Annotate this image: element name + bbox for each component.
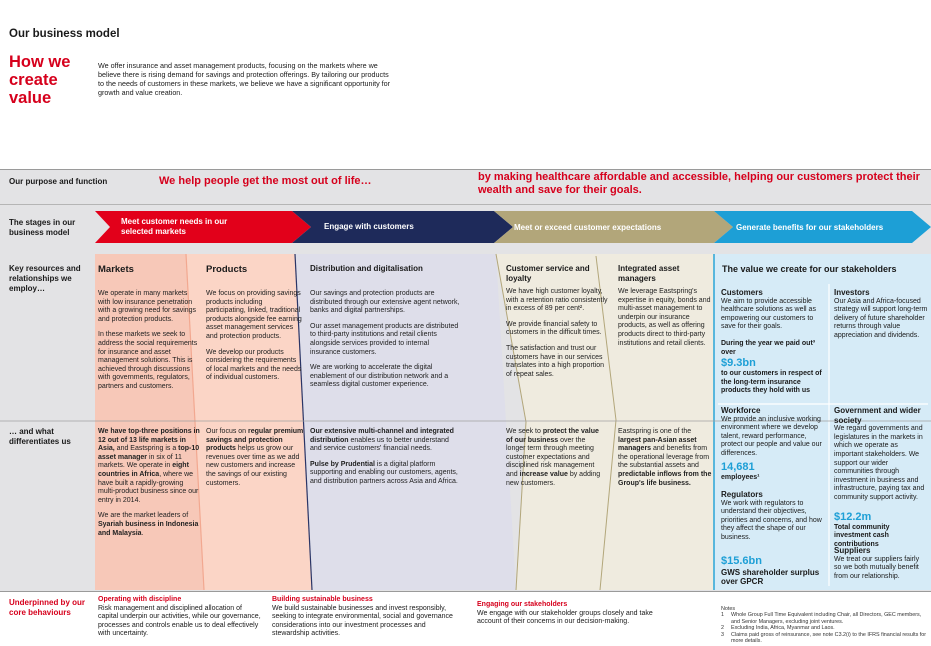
- value-investors: Investors Our Asia and Africa-focused strategy will support long-term delivery of future shareholder returns through value appreciation and dividends.: [834, 288, 928, 339]
- value-customers: Customers We aim to provide accessible healthcare solutions as well as empowering our customers to save for their goals. During the year we paid out³ over $9.3bn to our customers in respect of the long-term insurance products they hold with us: [721, 288, 822, 395]
- section-label: Our business model: [9, 28, 120, 40]
- value-workforce: Workforce We provide an inclusive working environment where we develop talent, reward performance, protect our people and value our differences. 14,681 employees¹: [721, 406, 822, 481]
- notes: Notes 1 Whole Group Full Time Equivalent including Chair, all Directors, GEC members, and Senior Managers, excluding joint ventures. 2 Excluding India, Africa, Myanmar and Laos. 3 Claims paid gross of reinsurance, see note C3.2(i) to the IFRS financial results for more details.: [721, 606, 927, 645]
- value-regulators: Regulators We work with regulators to understand their objectives, priorities and concerns, and how they affect the shape of our business. $15.6bn GWS shareholder surplus over GPCR: [721, 490, 822, 587]
- stage-label-engage: Engage with customers: [324, 222, 414, 231]
- core-item-discipline: Operating with discipline Risk management and disciplined allocation of capital underpin our activities, while our governance, processes and controls enable us to deal effectively with uncertainty.: [98, 596, 261, 638]
- markets-resources: We operate in many markets with low insurance penetration with a growing need for savings and protection products. In these markets we seek to address the social requirements for insurance and asset management solutions. This is achieved through discussions with governments, regulators, partners and customers.: [98, 290, 198, 390]
- purpose-statement: We help people get the most out of life…: [159, 175, 372, 187]
- stage-label-benefits: Generate benefits for our stakeholders: [736, 223, 884, 232]
- differentiates-row-label: … and what differentiates us: [9, 427, 71, 446]
- asset-managers-title: Integrated asset managers: [618, 264, 680, 283]
- intro-text: We offer insurance and asset management products, focusing on the markets where we believe there is rising demand for savings and protection offerings. By tailoring our products to the needs of customers in these markets, we believe we have a significant opportunity for growth and value creation.: [98, 61, 391, 97]
- markets-differentiators: We have top-three positions in 12 out of 13 life markets in Asia, and Eastspring is a top-10 asset manager in six of 11 markets. We operate in eight countries in Africa, where we have built a rapidly-growing multi-product business since our entry in 2014. We are the market leaders of Syariah business in Indonesia and Malaysia.: [98, 428, 200, 537]
- resources-row-label: Key resources and relationships we employ…: [9, 264, 81, 293]
- distribution-resources: Our savings and protection products are distributed through our extensive agent network, banks and digital partnerships. Our asset management products are distributed to third-party institutions and retail clients alongside services provided to internal insurance customers. We are working to accelerate the digital enablement of our distribution network and a seamless digital customer experience.: [310, 290, 460, 389]
- core-item-stakeholders: Engaging our stakeholders We engage with our stakeholder groups closely and take account of their concerns in our decision-making.: [477, 601, 653, 626]
- value-government: Government and wider society We regard governments and legislatures in the markets in which we operate as important stakeholders. We support our wider communities through investment in business and infrastructure, paying tax and community support activity. $12.2m Total community investment cash contributions: [834, 406, 925, 548]
- purpose-label: Our purpose and function: [9, 177, 108, 186]
- asset-managers-differentiators: Eastspring is one of the largest pan-Asian asset managers and benefits from the operational leverage from the substantial assets and predictable inflows from the Group's life business.: [618, 428, 712, 487]
- stage-label-markets: Meet customer needs in our selected markets: [121, 217, 228, 236]
- core-behaviours-label: Underpinned by our core behaviours: [9, 598, 85, 617]
- products-title: Products: [206, 264, 248, 275]
- markets-title: Markets: [98, 264, 134, 275]
- asset-managers-resources: We leverage Eastspring's expertise in equity, bonds and multi-asset management to underpin our insurance products, as well as offering products direct to third-party institutions and retail clients.: [618, 288, 711, 347]
- page-title: How we create value: [9, 53, 71, 107]
- customer-service-resources: We have high customer loyalty, with a retention ratio consistently in excess of 89 per cent². We provide financial safety to customers in the difficult times. The satisfaction and trust our customers have in our services translates into a high proportion of repeat sales.: [506, 288, 608, 378]
- stages-label: The stages in our business model: [9, 218, 76, 237]
- customer-service-title: Customer service and loyalty: [506, 264, 590, 283]
- customer-service-differentiators: We seek to protect the value of our business over the longer term through meeting customer expectations and disciplined risk management and increase value by adding new customers.: [506, 428, 601, 487]
- distribution-title: Distribution and digitalisation: [310, 264, 423, 273]
- products-differentiators: Our focus on regular premium savings and protection products helps us grow our revenues over time as we add new customers and increase the savings of our existing customers.: [206, 428, 304, 487]
- core-item-sustainable: Building sustainable business We build sustainable businesses and invest responsibly, seeking to integrate environmental, social and governance considerations into our investment processes and stewardship activities.: [272, 596, 453, 638]
- function-statement: by making healthcare affordable and accessible, helping our customers protect their wealth and save for their goals.: [478, 171, 920, 196]
- value-suppliers: Suppliers We treat our suppliers fairly so we both mutually benefit from our relationship.: [834, 546, 920, 580]
- products-resources: We focus on providing savings products including participating, linked, traditional products alongside fee earning asset management services and protection products. We develop our products considering the requirements of local markets and the needs of individual customers.: [206, 290, 302, 382]
- distribution-differentiators: Our extensive multi-channel and integrated distribution enables us to better understand and service customers' financial needs. Pulse by Prudential is a digital platform supporting and enabling our customers, agents, and distribution partners across Asia and Africa.: [310, 428, 458, 485]
- stage-label-expectations: Meet or exceed customer expectations: [514, 223, 662, 232]
- value-title: The value we create for our stakeholders: [722, 264, 897, 274]
